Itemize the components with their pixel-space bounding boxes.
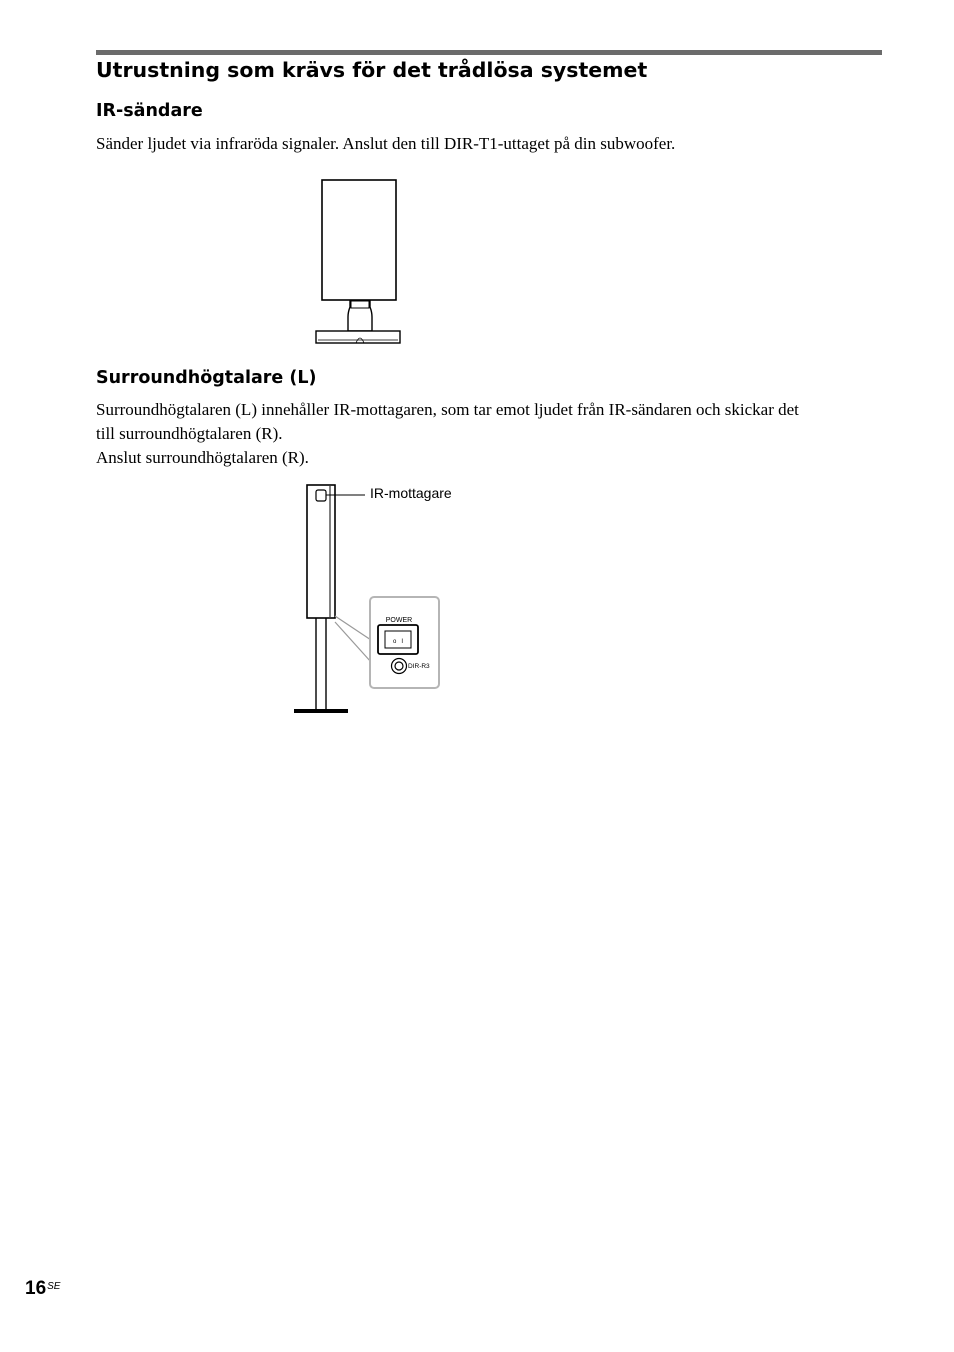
power-switch-marks: o I xyxy=(392,639,404,645)
surround-speaker-illustration xyxy=(285,480,485,720)
ir-sender-description-line: Sänder ljudet via infraröda signaler. Anslut den till DIR-T1-uttaget på din subwoofer. xyxy=(96,134,676,153)
jack-label: DIR-R3 xyxy=(408,663,430,670)
speaker-base xyxy=(294,709,348,713)
ir-sender-description xyxy=(96,132,886,156)
surround-description xyxy=(96,398,886,470)
ir-receiver-callout-label: IR-mottagare xyxy=(370,485,452,501)
transmitter-panel xyxy=(322,180,396,300)
page-number-suffix: SE xyxy=(47,1281,61,1292)
surround-heading: Surroundhögtalare (L) xyxy=(96,368,317,388)
speaker-body xyxy=(307,485,335,618)
page-number xyxy=(25,1278,60,1300)
page-number-value: 16 xyxy=(25,1278,47,1299)
surround-description-line-3: Anslut surroundhögtalaren (R). xyxy=(96,448,309,467)
ir-sender-heading: IR-sändare xyxy=(96,101,203,121)
ir-receiver-window xyxy=(316,490,326,501)
power-label: POWER xyxy=(385,617,413,624)
transmitter-base xyxy=(316,331,400,343)
ir-transmitter-illustration xyxy=(310,175,410,350)
surround-description-line-1: Surroundhögtalaren (L) innehåller IR-mottagaren, som tar emot ljudet från IR-sändaren och skickar det xyxy=(96,400,799,419)
section-title: Utrustning som krävs för det trådlösa systemet xyxy=(96,58,648,82)
surround-description-line-2: till surroundhögtalaren (R). xyxy=(96,424,283,443)
section-top-rule xyxy=(96,50,882,55)
